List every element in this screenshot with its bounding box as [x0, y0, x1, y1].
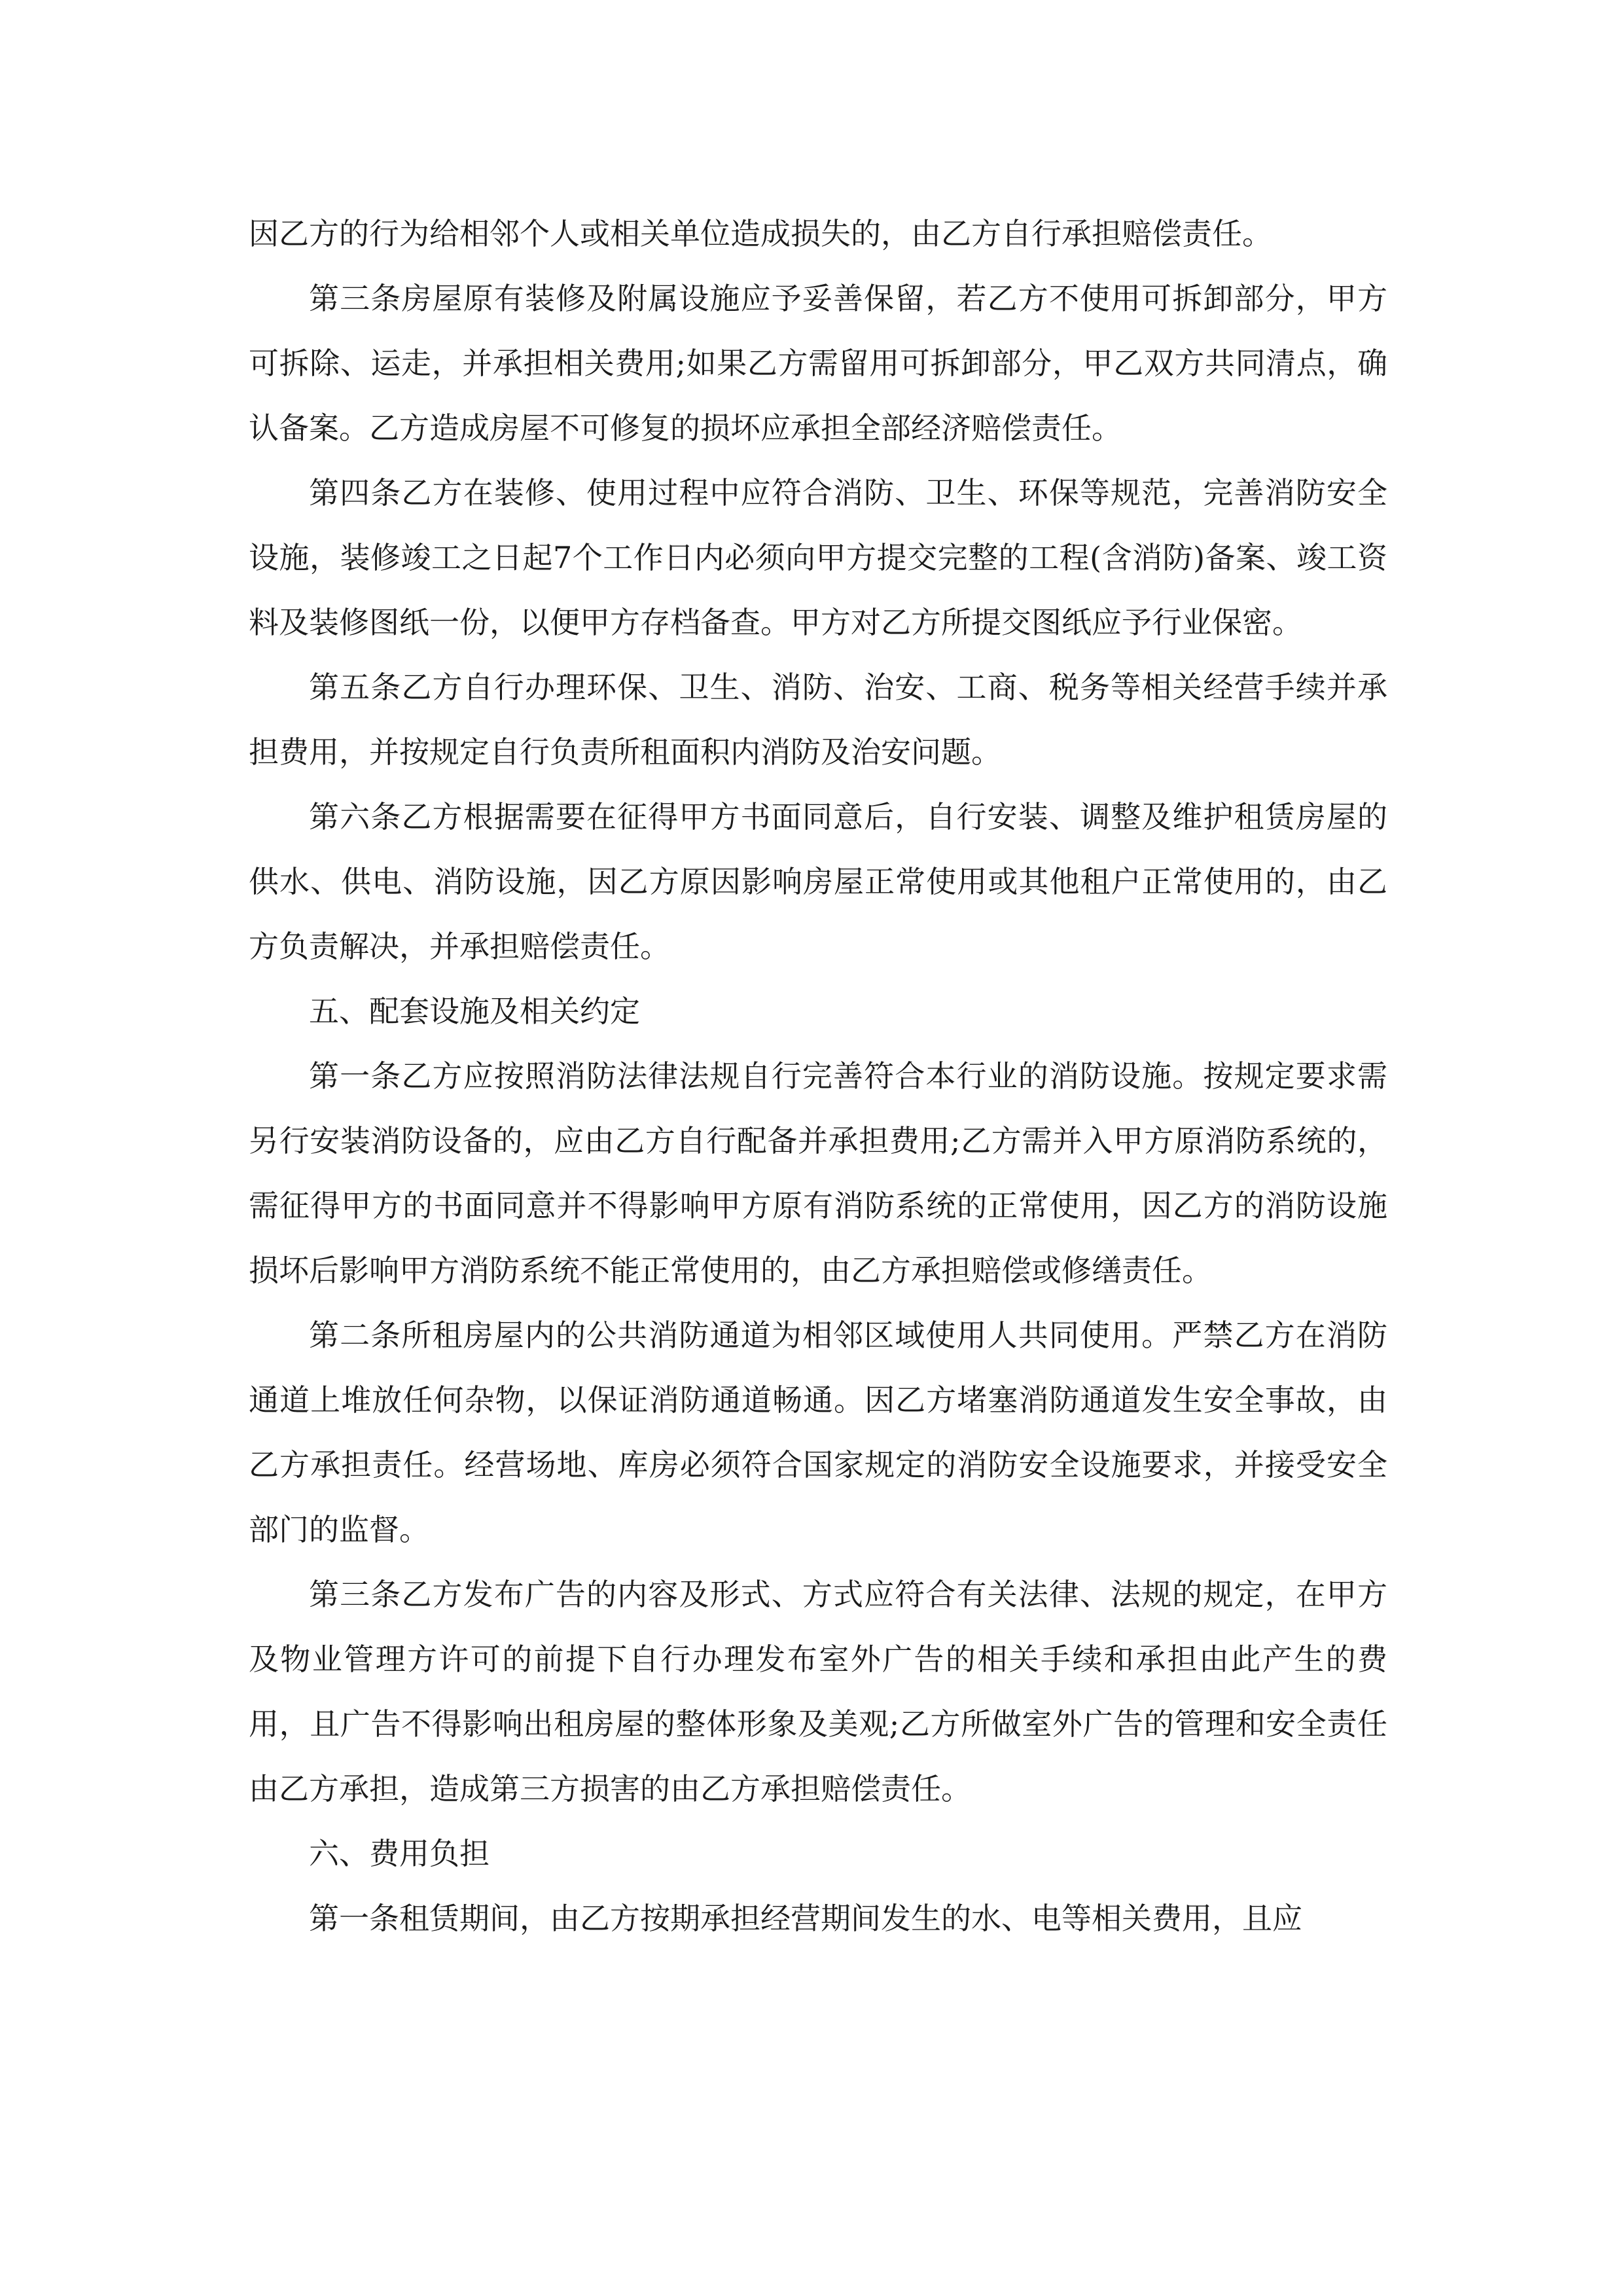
document-body [249, 202, 1387, 1951]
paragraph-article-3: 第三条房屋原有装修及附属设施应予妥善保留，若乙方不使用可拆卸部分，甲方可拆除、运走，并承担相关费用;如果乙方需留用可拆卸部分，甲乙双方共同清点，确认备案。乙方造成房屋不可修复的损坏应承担全部经济赔偿责任。 [249, 281, 1387, 446]
paragraph-section5-article-3: 第三条乙方发布广告的内容及形式、方式应符合有关法律、法规的规定，在甲方及物业管理方许可的前提下自行办理发布室外广告的相关手续和承担由此产生的费用，且广告不得影响出租房屋的整体形象及美观;乙方所做室外广告的管理和安全责任由乙方承担，造成第三方损害的由乙方承担赔偿责任。 [249, 1577, 1387, 1806]
section-heading-5: 五、配套设施及相关约定 [309, 994, 640, 1029]
paragraph-section5-article-2: 第二条所租房屋内的公共消防通道为相邻区域使用人共同使用。严禁乙方在消防通道上堆放任何杂物，以保证消防通道畅通。因乙方堵塞消防通道发生安全事故，由乙方承担责任。经营场地、库房必须符合国家规定的消防安全设施要求，并接受安全部门的监督。 [249, 1318, 1387, 1547]
paragraph-article-5: 第五条乙方自行办理环保、卫生、消防、治安、工商、税务等相关经营手续并承担费用，并按规定自行负责所租面积内消防及治安问题。 [249, 670, 1387, 770]
section-heading-6: 六、费用负担 [309, 1836, 490, 1871]
paragraph-continued: 因乙方的行为给相邻个人或相关单位造成损失的，由乙方自行承担赔偿责任。 [249, 216, 1272, 251]
paragraph-article-6: 第六条乙方根据需要在征得甲方书面同意后，自行安装、调整及维护租赁房屋的供水、供电、消防设施，因乙方原因影响房屋正常使用或其他租户正常使用的，由乙方负责解决，并承担赔偿责任。 [249, 799, 1387, 964]
paragraph-section5-article-1: 第一条乙方应按照消防法律法规自行完善符合本行业的消防设施。按规定要求需另行安装消防设备的，应由乙方自行配备并承担费用;乙方需并入甲方原消防系统的，需征得甲方的书面同意并不得影响甲方原有消防系统的正常使用，因乙方的消防设施损坏后影响甲方消防系统不能正常使用的，由乙方承担赔偿或修缮责任。 [249, 1058, 1387, 1288]
paragraph-article-4: 第四条乙方在装修、使用过程中应符合消防、卫生、环保等规范，完善消防安全设施，装修竣工之日起7个工作日内必须向甲方提交完整的工程(含消防)备案、竣工资料及装修图纸一份，以便甲方存档备查。甲方对乙方所提交图纸应予行业保密。 [249, 475, 1387, 640]
paragraph-section6-article-1: 第一条租赁期间，由乙方按期承担经营期间发生的水、电等相关费用，且应 [309, 1901, 1302, 1936]
